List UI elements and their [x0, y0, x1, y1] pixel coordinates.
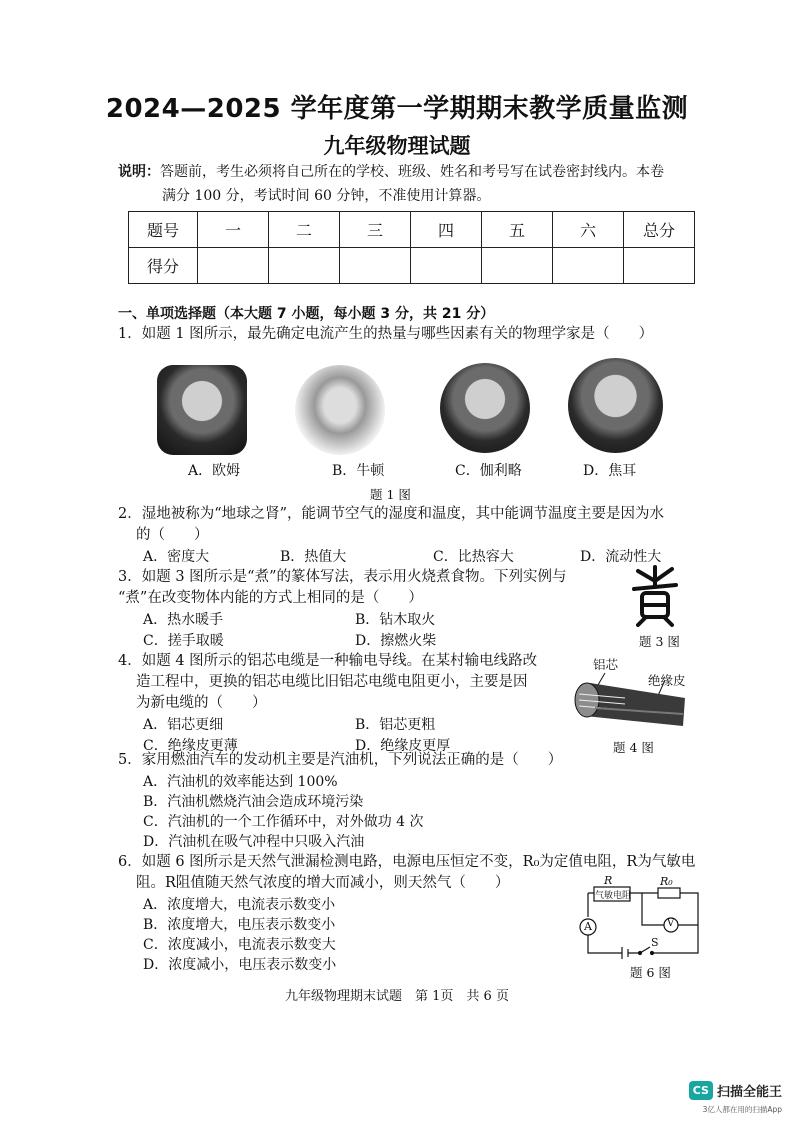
question-4-line3: 为新电缆的（ ） [136, 695, 267, 711]
figure-3-caption: 题 3 图 [639, 634, 680, 649]
label-insulation: 绝缘皮 [648, 673, 686, 688]
q4-option-b[interactable]: B．铝芯更粗 [355, 717, 436, 733]
q5-option-b[interactable]: B．汽油机燃烧汽油会造成环境污染 [143, 794, 364, 810]
question-2-line1: 2．湿地被称为“地球之肾”，能调节空气的湿度和温度，其中能调节温度主要是因为水 [118, 506, 665, 522]
q5-option-c[interactable]: C．汽油机的一个工作循环中，对外做功 4 次 [143, 814, 424, 830]
figure-4-caption: 题 4 图 [613, 740, 654, 755]
score-header-cell: 五 [482, 212, 553, 248]
exam-instructions [118, 160, 718, 208]
q6-option-d[interactable]: D．浓度减小，电压表示数变小 [143, 957, 337, 973]
q1-option-d[interactable]: D．焦耳 [583, 463, 637, 479]
figure-6-caption: 题 6 图 [630, 965, 671, 980]
q6-option-c[interactable]: C．浓度减小，电流表示数变大 [143, 937, 336, 953]
label-aluminum-core: 铝芯 [593, 657, 619, 672]
label-R: R [604, 874, 613, 887]
q1-option-a[interactable]: A．欧姆 [188, 463, 241, 479]
score-input-cell[interactable] [553, 248, 624, 284]
q3-option-d[interactable]: D．擦燃火柴 [355, 633, 437, 649]
q5-option-a[interactable]: A．汽油机的效率能达到 100% [143, 774, 338, 790]
q3-option-c[interactable]: C．搓手取暖 [143, 633, 224, 649]
q4-option-d[interactable]: D．绝缘皮更厚 [355, 738, 451, 754]
scanner-watermark [689, 1081, 782, 1115]
label-gas-sensor: 气敏电阻 [595, 891, 632, 901]
score-input-cell[interactable] [411, 248, 482, 284]
portrait-ohm-image [157, 365, 247, 455]
score-header-cell: 一 [198, 212, 269, 248]
q4-option-c[interactable]: C．绝缘皮更薄 [143, 738, 238, 754]
score-table [128, 211, 695, 284]
label-voltmeter: V [667, 918, 675, 929]
score-header-cell: 三 [340, 212, 411, 248]
portrait-newton-image [295, 365, 385, 455]
question-6-line2: 阻。R阻值随天然气浓度的增大而减小，则天然气（ ） [136, 875, 510, 891]
q2-option-b[interactable]: B．热值大 [280, 549, 347, 565]
label-switch: S [651, 936, 659, 949]
label-ammeter: A [584, 920, 592, 933]
seal-script-zhu-image [630, 565, 680, 627]
page-footer: 九年级物理期末试题 第 1页 共 6 页 [285, 989, 509, 1004]
scanner-logo-icon: CS [689, 1081, 713, 1100]
score-header-cell: 六 [553, 212, 624, 248]
figure-1-caption: 题 1 图 [370, 487, 411, 502]
portrait-joule-image [568, 358, 663, 453]
cable-image [565, 668, 690, 733]
question-3-line1: 3．如题 3 图所示是“煮”的篆体写法，表示用火烧煮食物。下列实例与 [118, 569, 567, 585]
section-heading: 一、单项选择题（本大题 7 小题，每小题 3 分，共 21 分） [118, 306, 495, 322]
q6-option-a[interactable]: A．浓度增大，电流表示数变小 [143, 897, 336, 913]
score-header-cell: 二 [269, 212, 340, 248]
question-6-line1: 6．如题 6 图所示是天然气泄漏检测电路，电源电压恒定不变，R₀为定值电阻，R为气敏电 [118, 854, 696, 870]
note-line1: 答题前，考生必须将自己所在的学校、班级、姓名和考号写在试卷密封线内。本卷 [160, 164, 664, 180]
score-input-cell[interactable] [340, 248, 411, 284]
exam-subtitle: 九年级物理试题 [323, 134, 471, 158]
note-label: 说明： [118, 164, 160, 180]
question-3-line2: “煮”在改变物体内能的方式上相同的是（ ） [118, 590, 423, 606]
score-header-cell: 四 [411, 212, 482, 248]
q2-option-c[interactable]: C．比热容大 [433, 549, 514, 565]
scanner-app-name: 扫描全能王 [716, 1085, 782, 1100]
q3-option-a[interactable]: A．热水暖手 [143, 612, 224, 628]
score-header-cell: 总分 [624, 212, 695, 248]
q3-option-b[interactable]: B．钻木取火 [355, 612, 436, 628]
label-R0: R₀ [660, 875, 673, 888]
question-2-line2: 的（ ） [136, 527, 209, 543]
score-header-cell: 题号 [129, 212, 198, 248]
note-line2: 满分 100 分，考试时间 60 分钟，不准使用计算器。 [162, 188, 491, 204]
scanner-tagline: 3亿人都在用的扫描App [702, 1105, 782, 1114]
score-table-score-row [129, 248, 695, 284]
q5-option-d[interactable]: D．汽油机在吸气冲程中只吸入汽油 [143, 834, 365, 850]
q2-option-d[interactable]: D．流动性大 [580, 549, 662, 565]
q2-option-a[interactable]: A．密度大 [143, 549, 210, 565]
score-row-label: 得分 [129, 248, 198, 284]
q6-option-b[interactable]: B．浓度增大，电压表示数变小 [143, 917, 336, 933]
question-4-line2: 造工程中，更换的铝芯电缆比旧铝芯电缆电阻更小，主要是因 [136, 674, 528, 690]
question-4-line1: 4．如题 4 图所示的铝芯电缆是一种输电导线。在某村输电线路改 [118, 653, 538, 669]
score-input-cell[interactable] [269, 248, 340, 284]
score-table-header-row [129, 212, 695, 248]
exam-title: 2024—2025 学年度第一学期期末教学质量监测 [105, 94, 689, 124]
q1-option-c[interactable]: C．伽利略 [455, 463, 522, 479]
question-5-text: 5．家用燃油汽车的发动机主要是汽油机，下列说法正确的是（ ） [118, 752, 563, 768]
score-input-cell[interactable] [198, 248, 269, 284]
q4-option-a[interactable]: A．铝芯更细 [143, 717, 224, 733]
score-input-cell[interactable] [482, 248, 553, 284]
portrait-galileo-image [440, 363, 530, 453]
q1-option-b[interactable]: B．牛顿 [332, 463, 385, 479]
question-1-text: 1．如题 1 图所示，最先确定电流产生的热量与哪些因素有关的物理学家是（ ） [118, 326, 654, 342]
score-input-cell[interactable] [624, 248, 695, 284]
